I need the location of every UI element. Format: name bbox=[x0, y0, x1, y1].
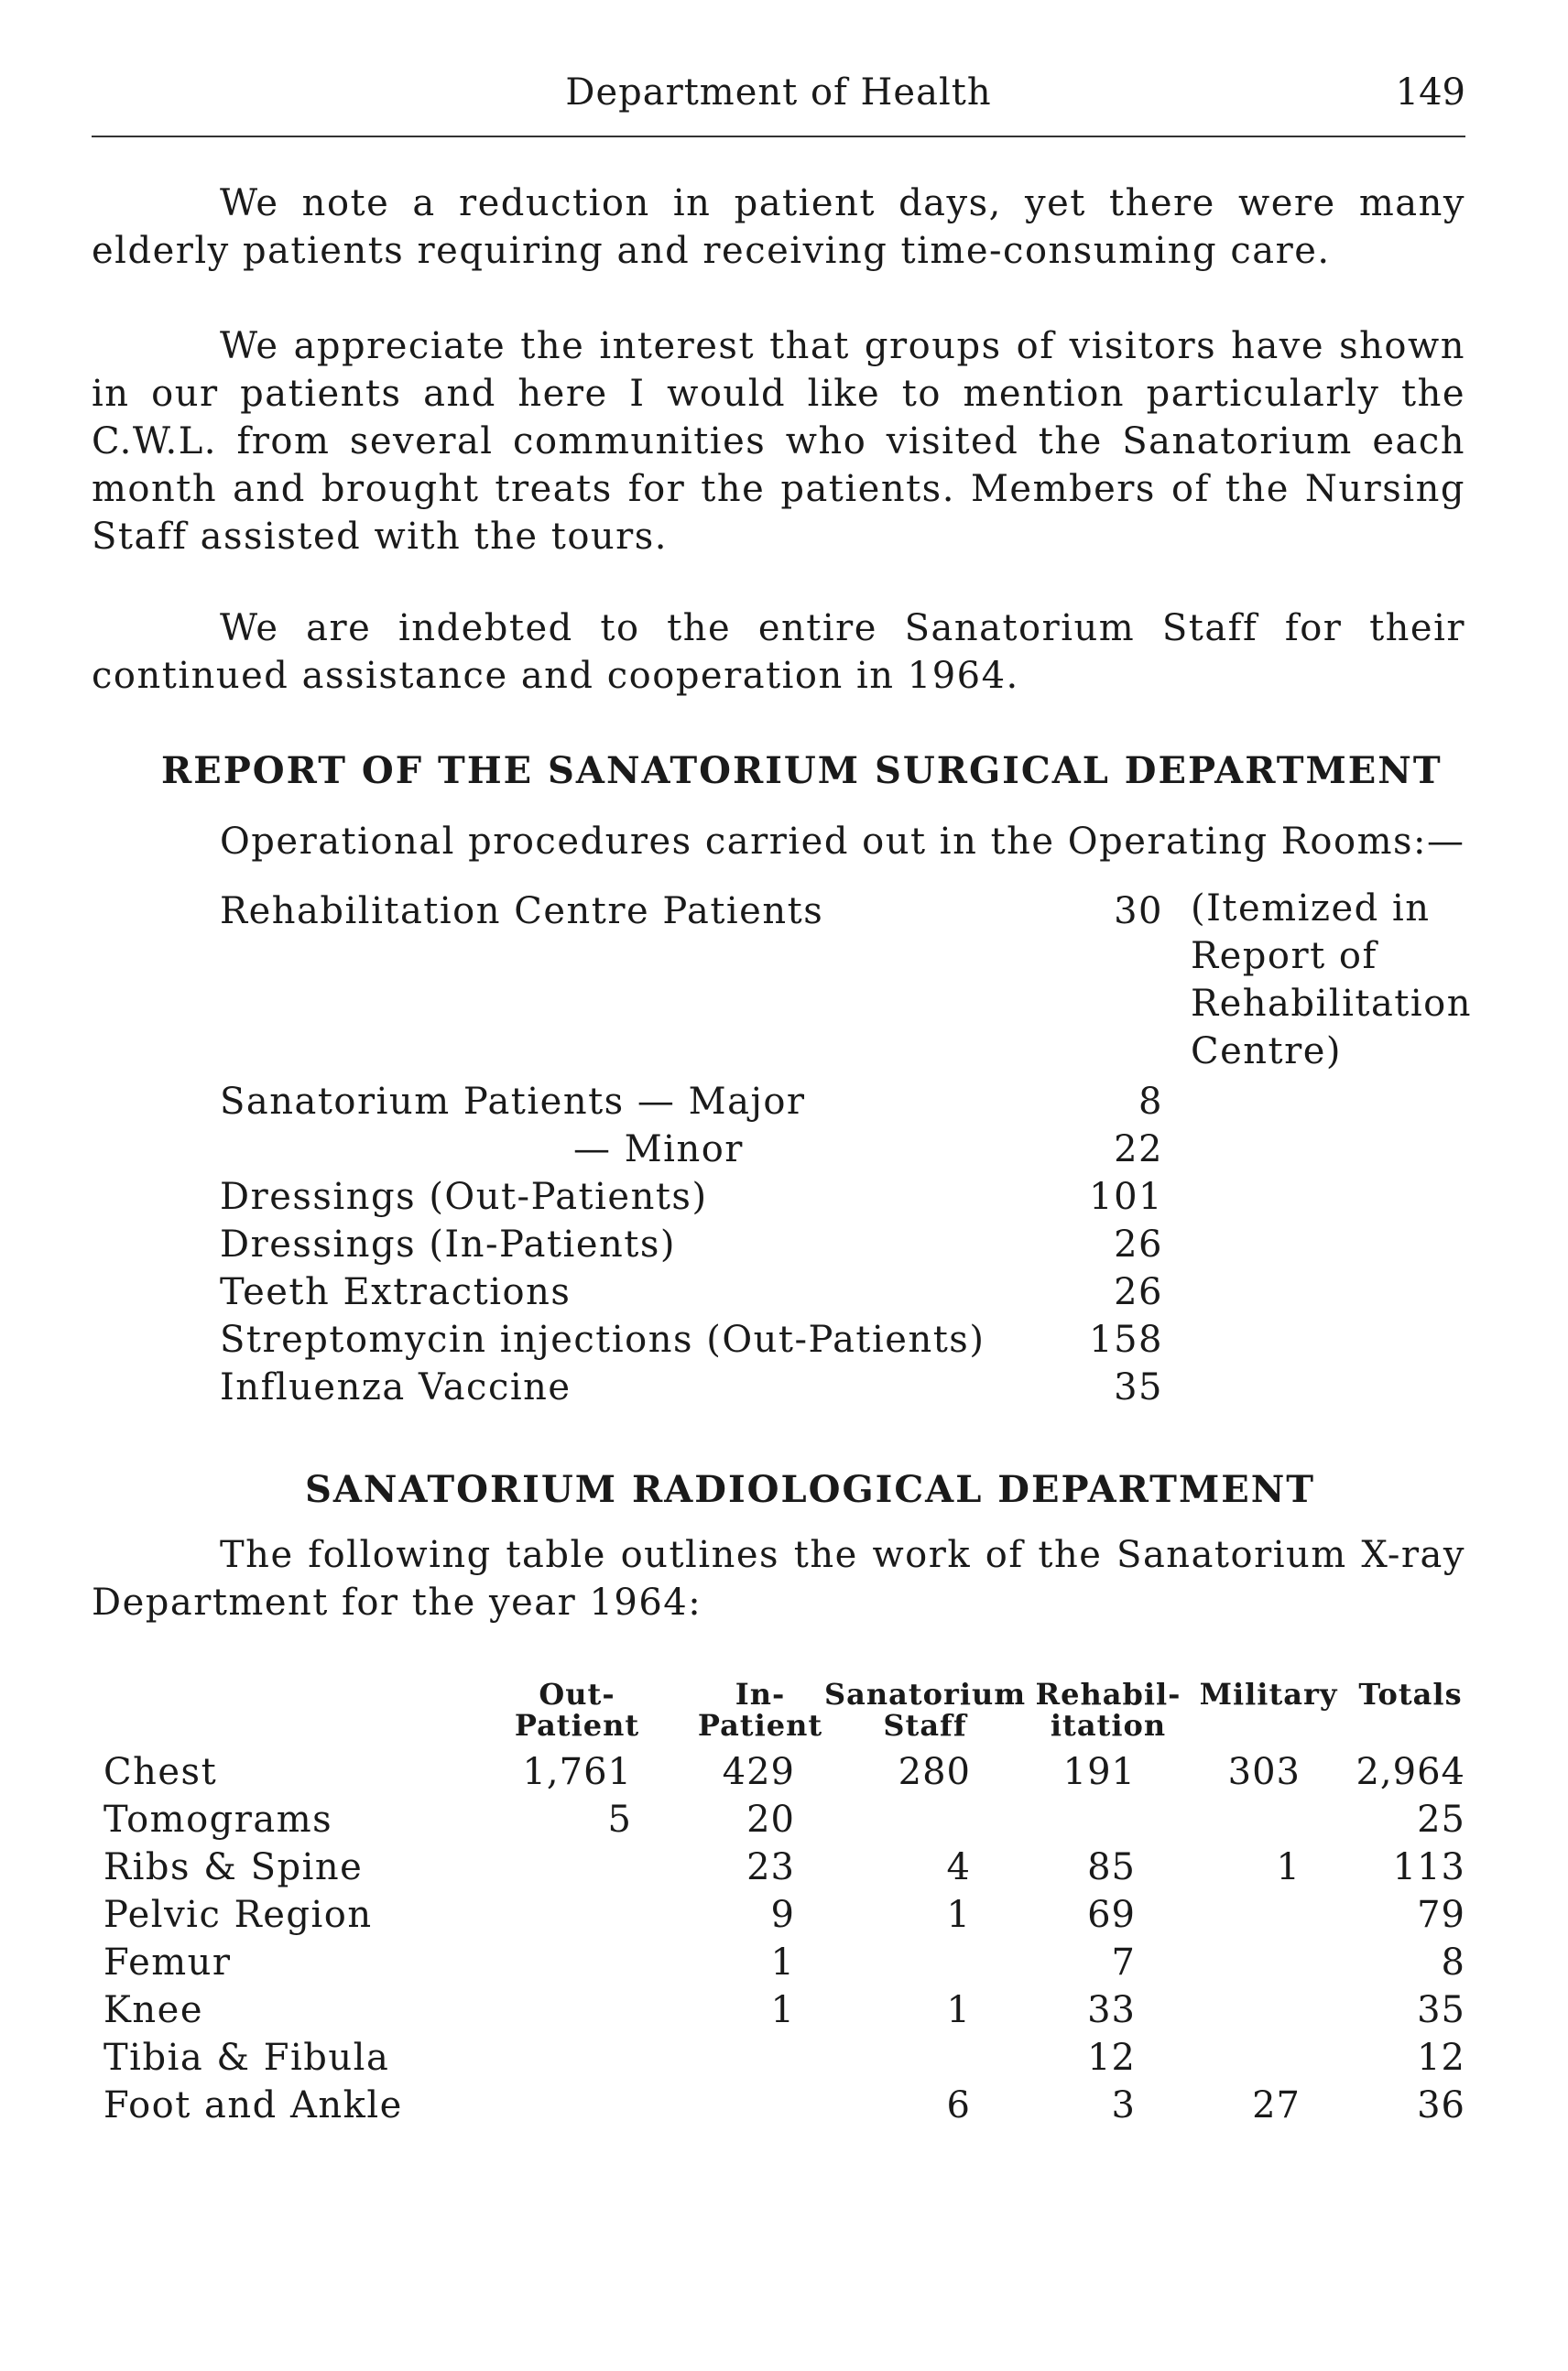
table-cell: 2,964 bbox=[1356, 1751, 1465, 1793]
procedure-label: Rehabilitation Centre Patients bbox=[220, 890, 824, 932]
table-cell: 1 bbox=[946, 1894, 971, 1936]
rehabilitation-note bbox=[1191, 885, 1472, 1075]
table-cell: 79 bbox=[1417, 1894, 1465, 1936]
column-header: Rehabil- itation bbox=[1035, 1677, 1181, 1743]
page-header bbox=[92, 71, 1465, 126]
procedure-count: 8 bbox=[1138, 1081, 1163, 1123]
table-cell: 7 bbox=[1111, 1941, 1136, 1984]
note-line: Report of bbox=[1191, 935, 1377, 977]
column-header: Totals bbox=[1358, 1677, 1463, 1712]
table-cell: 6 bbox=[946, 2084, 971, 2126]
table-cell: 4 bbox=[946, 1846, 971, 1888]
table-cell: 1,761 bbox=[522, 1751, 632, 1793]
procedure-count: 26 bbox=[1114, 1271, 1163, 1313]
table-cell: 9 bbox=[770, 1894, 795, 1936]
radiology-heading: SANATORIUM RADIOLOGICAL DEPARTMENT bbox=[305, 1468, 1316, 1511]
column-header: Out- Patient bbox=[514, 1677, 640, 1743]
table-cell: 23 bbox=[746, 1846, 795, 1888]
surgical-heading: REPORT OF THE SANATORIUM SURGICAL DEPARTMENT bbox=[161, 749, 1443, 792]
table-cell: 280 bbox=[898, 1751, 971, 1793]
row-label: Pelvic Region bbox=[103, 1894, 373, 1936]
table-cell: 191 bbox=[1062, 1751, 1136, 1793]
paragraph-patient-days: We note a reduction in patient days, yet there were many elderly patients requiring and receiving time-consuming care. bbox=[92, 182, 1465, 272]
column-header: Sanatorium Staff bbox=[824, 1677, 1027, 1743]
running-title: Department of Health bbox=[565, 71, 992, 114]
table-cell: 12 bbox=[1417, 2037, 1465, 2079]
procedure-label: Streptomycin injections (Out-Patients) bbox=[220, 1319, 985, 1361]
table-cell: 20 bbox=[746, 1799, 795, 1841]
table-cell: 113 bbox=[1392, 1846, 1465, 1888]
procedure-count: 101 bbox=[1089, 1176, 1163, 1218]
row-label: Chest bbox=[103, 1751, 218, 1793]
procedure-count: 22 bbox=[1114, 1128, 1163, 1170]
table-cell: 1 bbox=[770, 1989, 795, 2031]
procedure-count: 30 bbox=[1114, 890, 1163, 932]
table-cell: 1 bbox=[770, 1941, 795, 1984]
row-label: Ribs & Spine bbox=[103, 1846, 364, 1888]
column-header: In- Patient bbox=[697, 1677, 823, 1743]
header-rule bbox=[92, 136, 1465, 137]
table-cell: 8 bbox=[1441, 1941, 1465, 1984]
paragraph-acknowledgement: We are indebted to the entire Sanatorium Staff for their continued assistance and cooperation in 1964. bbox=[92, 607, 1465, 697]
row-label: Femur bbox=[103, 1941, 232, 1984]
table-cell: 429 bbox=[722, 1751, 795, 1793]
table-cell: 36 bbox=[1417, 2084, 1465, 2126]
table-cell: 3 bbox=[1111, 2084, 1136, 2126]
procedure-label: Influenza Vaccine bbox=[220, 1366, 572, 1408]
row-label: Tomograms bbox=[103, 1799, 333, 1841]
table-cell: 12 bbox=[1087, 2037, 1136, 2079]
table-cell: 33 bbox=[1087, 1989, 1136, 2031]
table-cell: 85 bbox=[1087, 1846, 1136, 1888]
surgical-intro: Operational procedures carried out in the Operating Rooms:— bbox=[220, 821, 1465, 863]
procedure-label: Dressings (Out-Patients) bbox=[220, 1176, 708, 1218]
row-label: Tibia & Fibula bbox=[103, 2037, 390, 2079]
procedure-count: 35 bbox=[1114, 1366, 1163, 1408]
row-label: Foot and Ankle bbox=[103, 2084, 403, 2126]
table-cell: 1 bbox=[1276, 1846, 1301, 1888]
procedure-label: Dressings (In-Patients) bbox=[220, 1224, 676, 1266]
table-cell: 303 bbox=[1227, 1751, 1301, 1793]
procedure-label: Sanatorium Patients — Major bbox=[220, 1081, 806, 1123]
table-cell: 35 bbox=[1417, 1989, 1465, 2031]
table-cell: 69 bbox=[1087, 1894, 1136, 1936]
procedure-count: 26 bbox=[1114, 1224, 1163, 1266]
table-cell: 27 bbox=[1252, 2084, 1301, 2126]
note-line: Rehabilitation bbox=[1191, 983, 1473, 1025]
procedure-label: — Minor bbox=[573, 1128, 744, 1170]
paragraph-visitors: We appreciate the interest that groups of visitors have shown in our patients and here I would like to mention particularly the C.W.L. from several communities who visited the Sanatorium each month and brought treats for the patients. Members of the Nursing Staff assisted with the tours. bbox=[92, 325, 1465, 558]
note-line: Centre) bbox=[1191, 1030, 1343, 1072]
row-label: Knee bbox=[103, 1989, 203, 2031]
table-cell: 5 bbox=[607, 1799, 632, 1841]
note-line: (Itemized in bbox=[1191, 887, 1431, 930]
table-cell: 1 bbox=[946, 1989, 971, 2031]
procedure-count: 158 bbox=[1089, 1319, 1163, 1361]
page-number: 149 bbox=[1395, 71, 1465, 114]
procedure-label: Teeth Extractions bbox=[220, 1271, 572, 1313]
table-cell: 25 bbox=[1417, 1799, 1465, 1841]
radiology-intro: The following table outlines the work of the Sanatorium X-ray Department for the year 1964: bbox=[92, 1534, 1465, 1624]
column-header: Military bbox=[1199, 1677, 1338, 1712]
